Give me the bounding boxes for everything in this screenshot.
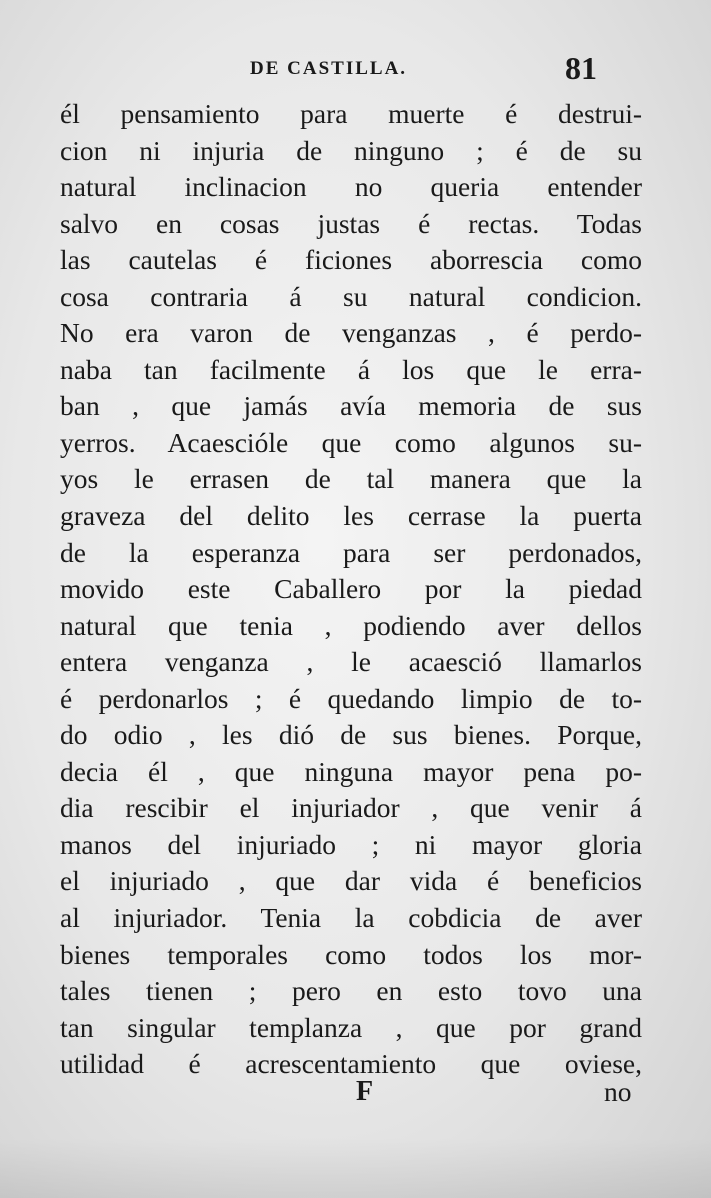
text-line: al injuriador. Tenia la cobdicia de aver bbox=[60, 902, 642, 934]
text-line: do odio , les dió de sus bienes. Porque, bbox=[60, 719, 642, 751]
text-line: yerros. Acaescióle que como algunos su- bbox=[60, 426, 642, 458]
running-head: DE CASTILLA. bbox=[250, 58, 408, 79]
text-line: entera venganza , le acaesció llamarlos bbox=[60, 646, 642, 678]
text-line: dia rescibir el injuriador , que venir á bbox=[60, 792, 642, 824]
signature-mark: F bbox=[356, 1076, 374, 1107]
page-footer bbox=[0, 1076, 711, 1116]
text-line: él pensamiento para muerte é destrui- bbox=[60, 98, 642, 129]
text-line: manos del injuriado ; ni mayor gloria bbox=[60, 828, 642, 860]
text-line: natural que tenia , podiendo aver dellos bbox=[60, 609, 642, 641]
page-number: 81 bbox=[565, 50, 597, 86]
page-header bbox=[0, 50, 711, 90]
text-line: naba tan facilmente á los que le erra- bbox=[60, 353, 642, 385]
text-line: graveza del delito les cerrase la puerta bbox=[60, 500, 642, 532]
text-line: No era varon de venganzas , é perdo- bbox=[60, 317, 642, 349]
text-line: é perdonarlos ; é quedando limpio de to- bbox=[60, 682, 642, 714]
text-line: las cautelas é ficiones aborrescia como bbox=[60, 244, 642, 276]
text-line: yos le errasen de tal manera que la bbox=[60, 463, 642, 495]
text-line: natural inclinacion no queria entender bbox=[60, 171, 642, 203]
text-line: ban , que jamás avía memoria de sus bbox=[60, 390, 642, 422]
text-line: de la esperanza para ser perdonados, bbox=[60, 536, 642, 568]
text-line: cion ni injuria de ninguno ; é de su bbox=[60, 134, 642, 166]
catchword: no bbox=[604, 1076, 632, 1107]
text-line: utilidad é acrescentamiento que oviese, bbox=[60, 1048, 642, 1080]
text-line: el injuriado , que dar vida é beneficios bbox=[60, 865, 642, 897]
text-line: tan singular templanza , que por grand bbox=[60, 1011, 642, 1043]
text-line: movido este Caballero por la piedad bbox=[60, 573, 642, 605]
text-line: salvo en cosas justas é rectas. Todas bbox=[60, 207, 642, 239]
body-text bbox=[60, 96, 642, 1083]
page-shadow bbox=[0, 1138, 711, 1198]
text-line: bienes temporales como todos los mor- bbox=[60, 938, 642, 970]
text-line: cosa contraria á su natural condicion. bbox=[60, 280, 642, 312]
text-line: decia él , que ninguna mayor pena po- bbox=[60, 755, 642, 787]
text-line: tales tienen ; pero en esto tovo una bbox=[60, 975, 642, 1007]
